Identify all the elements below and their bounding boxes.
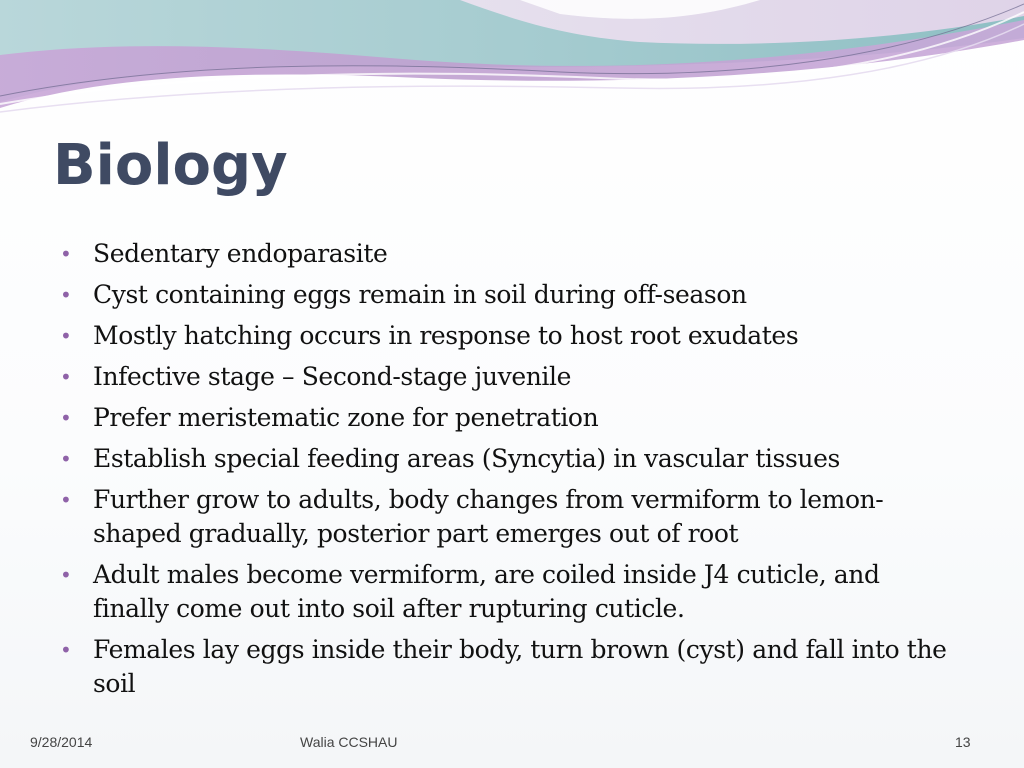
header-swoosh-decoration [0,0,1024,120]
bullet-text: Further grow to adults, body changes from vermiform to lemon-shaped gradually, posterior part emerges out of root [93,485,884,548]
bullet-item [60,483,960,551]
bullet-item [60,401,960,435]
slide-title: Biology [53,133,288,198]
bullet-item [60,278,960,312]
bullet-item [60,237,960,271]
bullet-text: Cyst containing eggs remain in soil during off-season [93,280,747,309]
bullet-point-icon: • [60,563,72,587]
bullet-text: Prefer meristematic zone for penetration [93,403,599,432]
footer-author: Walia CCSHAU [300,734,398,750]
bullet-point-icon: • [60,488,72,512]
bullet-text: Mostly hatching occurs in response to host root exudates [93,321,799,350]
bullet-list [60,237,960,708]
bullet-point-icon: • [60,406,72,430]
bullet-point-icon: • [60,324,72,348]
bullet-point-icon: • [60,242,72,266]
bullet-text: Infective stage – Second-stage juvenile [93,362,572,391]
bullet-point-icon: • [60,365,72,389]
bullet-point-icon: • [60,447,72,471]
bullet-text: Sedentary endoparasite [93,239,388,268]
bullet-item [60,633,960,701]
bullet-text: Females lay eggs inside their body, turn brown (cyst) and fall into the soil [93,635,947,698]
bullet-item [60,558,960,626]
bullet-item [60,319,960,353]
bullet-text: Adult males become vermiform, are coiled inside J4 cuticle, and finally come out into soil after rupturing cuticle. [93,560,880,623]
footer-page-number: 13 [955,734,971,750]
bullet-item [60,442,960,476]
footer-date: 9/28/2014 [30,734,93,750]
bullet-text: Establish special feeding areas (Syncytia) in vascular tissues [93,444,840,473]
bullet-point-icon: • [60,283,72,307]
bullet-point-icon: • [60,638,72,662]
bullet-item [60,360,960,394]
